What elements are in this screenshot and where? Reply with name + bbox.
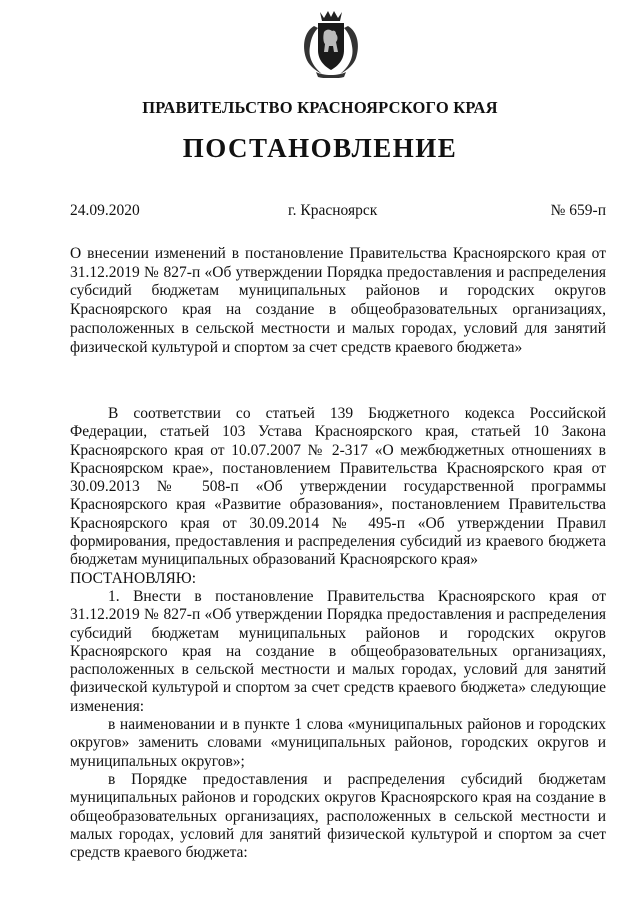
document-city: г. Красноярск (288, 202, 378, 219)
preamble-paragraph: В соответствии со статьей 139 Бюджетного кодекса Российской Федерации, статьей 103 Устава Красноярского края, статьей 10 Закона Красноярского края от 10.07.2007 № 2-317 «О межбюджетных отношениях в Красноярском крае», постановлением Правительства Красноярского края от 30.09.2013 № 508-п «Об утверждении государственной программы Красноярского края «Развитие образования», постановлением Правительства Красноярского края от 30.09.2014 № 495-п «Об утверждении Правил формирования, предоставления и распределения субсидий из краевого бюджета бюджетам муниципальных образований Красноярского края» (70, 405, 606, 569)
change-1-paragraph: в наименовании и в пункте 1 слова «муниципальных районов и городских округов» заменить словами «муниципальных районов, городских округов и муниципальных округов»; (70, 716, 606, 770)
document-meta-row (70, 202, 606, 222)
document-body (70, 405, 606, 862)
item-1-paragraph: 1. Внести в постановление Правительства Красноярского края от 31.12.2019 № 827-п «Об утверждении Порядка предоставления и распределения субсидий бюджетам муниципальных районов и городских округов Красноярского края на создание в общеобразовательных организациях, расположенных в сельской местности и малых городах, условий для занятий физической культурой и спортом за счет средств краевого бюджета» следующие изменения: (70, 587, 606, 715)
decree-word: ПОСТАНОВЛЯЮ: (70, 569, 197, 587)
document-date: 24.09.2020 (70, 202, 140, 219)
coat-of-arms-icon (298, 8, 364, 78)
document-type: ПОСТАНОВЛЕНИЕ (182, 133, 458, 163)
document-number: № 659-п (550, 202, 606, 219)
document-subject: О внесении изменений в постановление Правительства Красноярского края от 31.12.2019 № 827-п «Об утверждении Порядка предоставления и распределения субсидий бюджетам муниципальных районов и городских округов Красноярского края на создание в общеобразовательных организациях, расположенных в сельской местности и малых городах, условий для занятий физической культурой и спортом за счет средств краевого бюджета» (70, 245, 606, 356)
change-2-paragraph: в Порядке предоставления и распределения субсидий бюджетам муниципальных районов и городских округов Красноярского края на создание в общеобразовательных организациях, расположенных в сельской местности и малых городах, условий для занятий физической культурой и спортом за счет средств краевого бюджета: (70, 770, 606, 862)
government-name: ПРАВИТЕЛЬСТВО КРАСНОЯРСКОГО КРАЯ (142, 98, 498, 117)
